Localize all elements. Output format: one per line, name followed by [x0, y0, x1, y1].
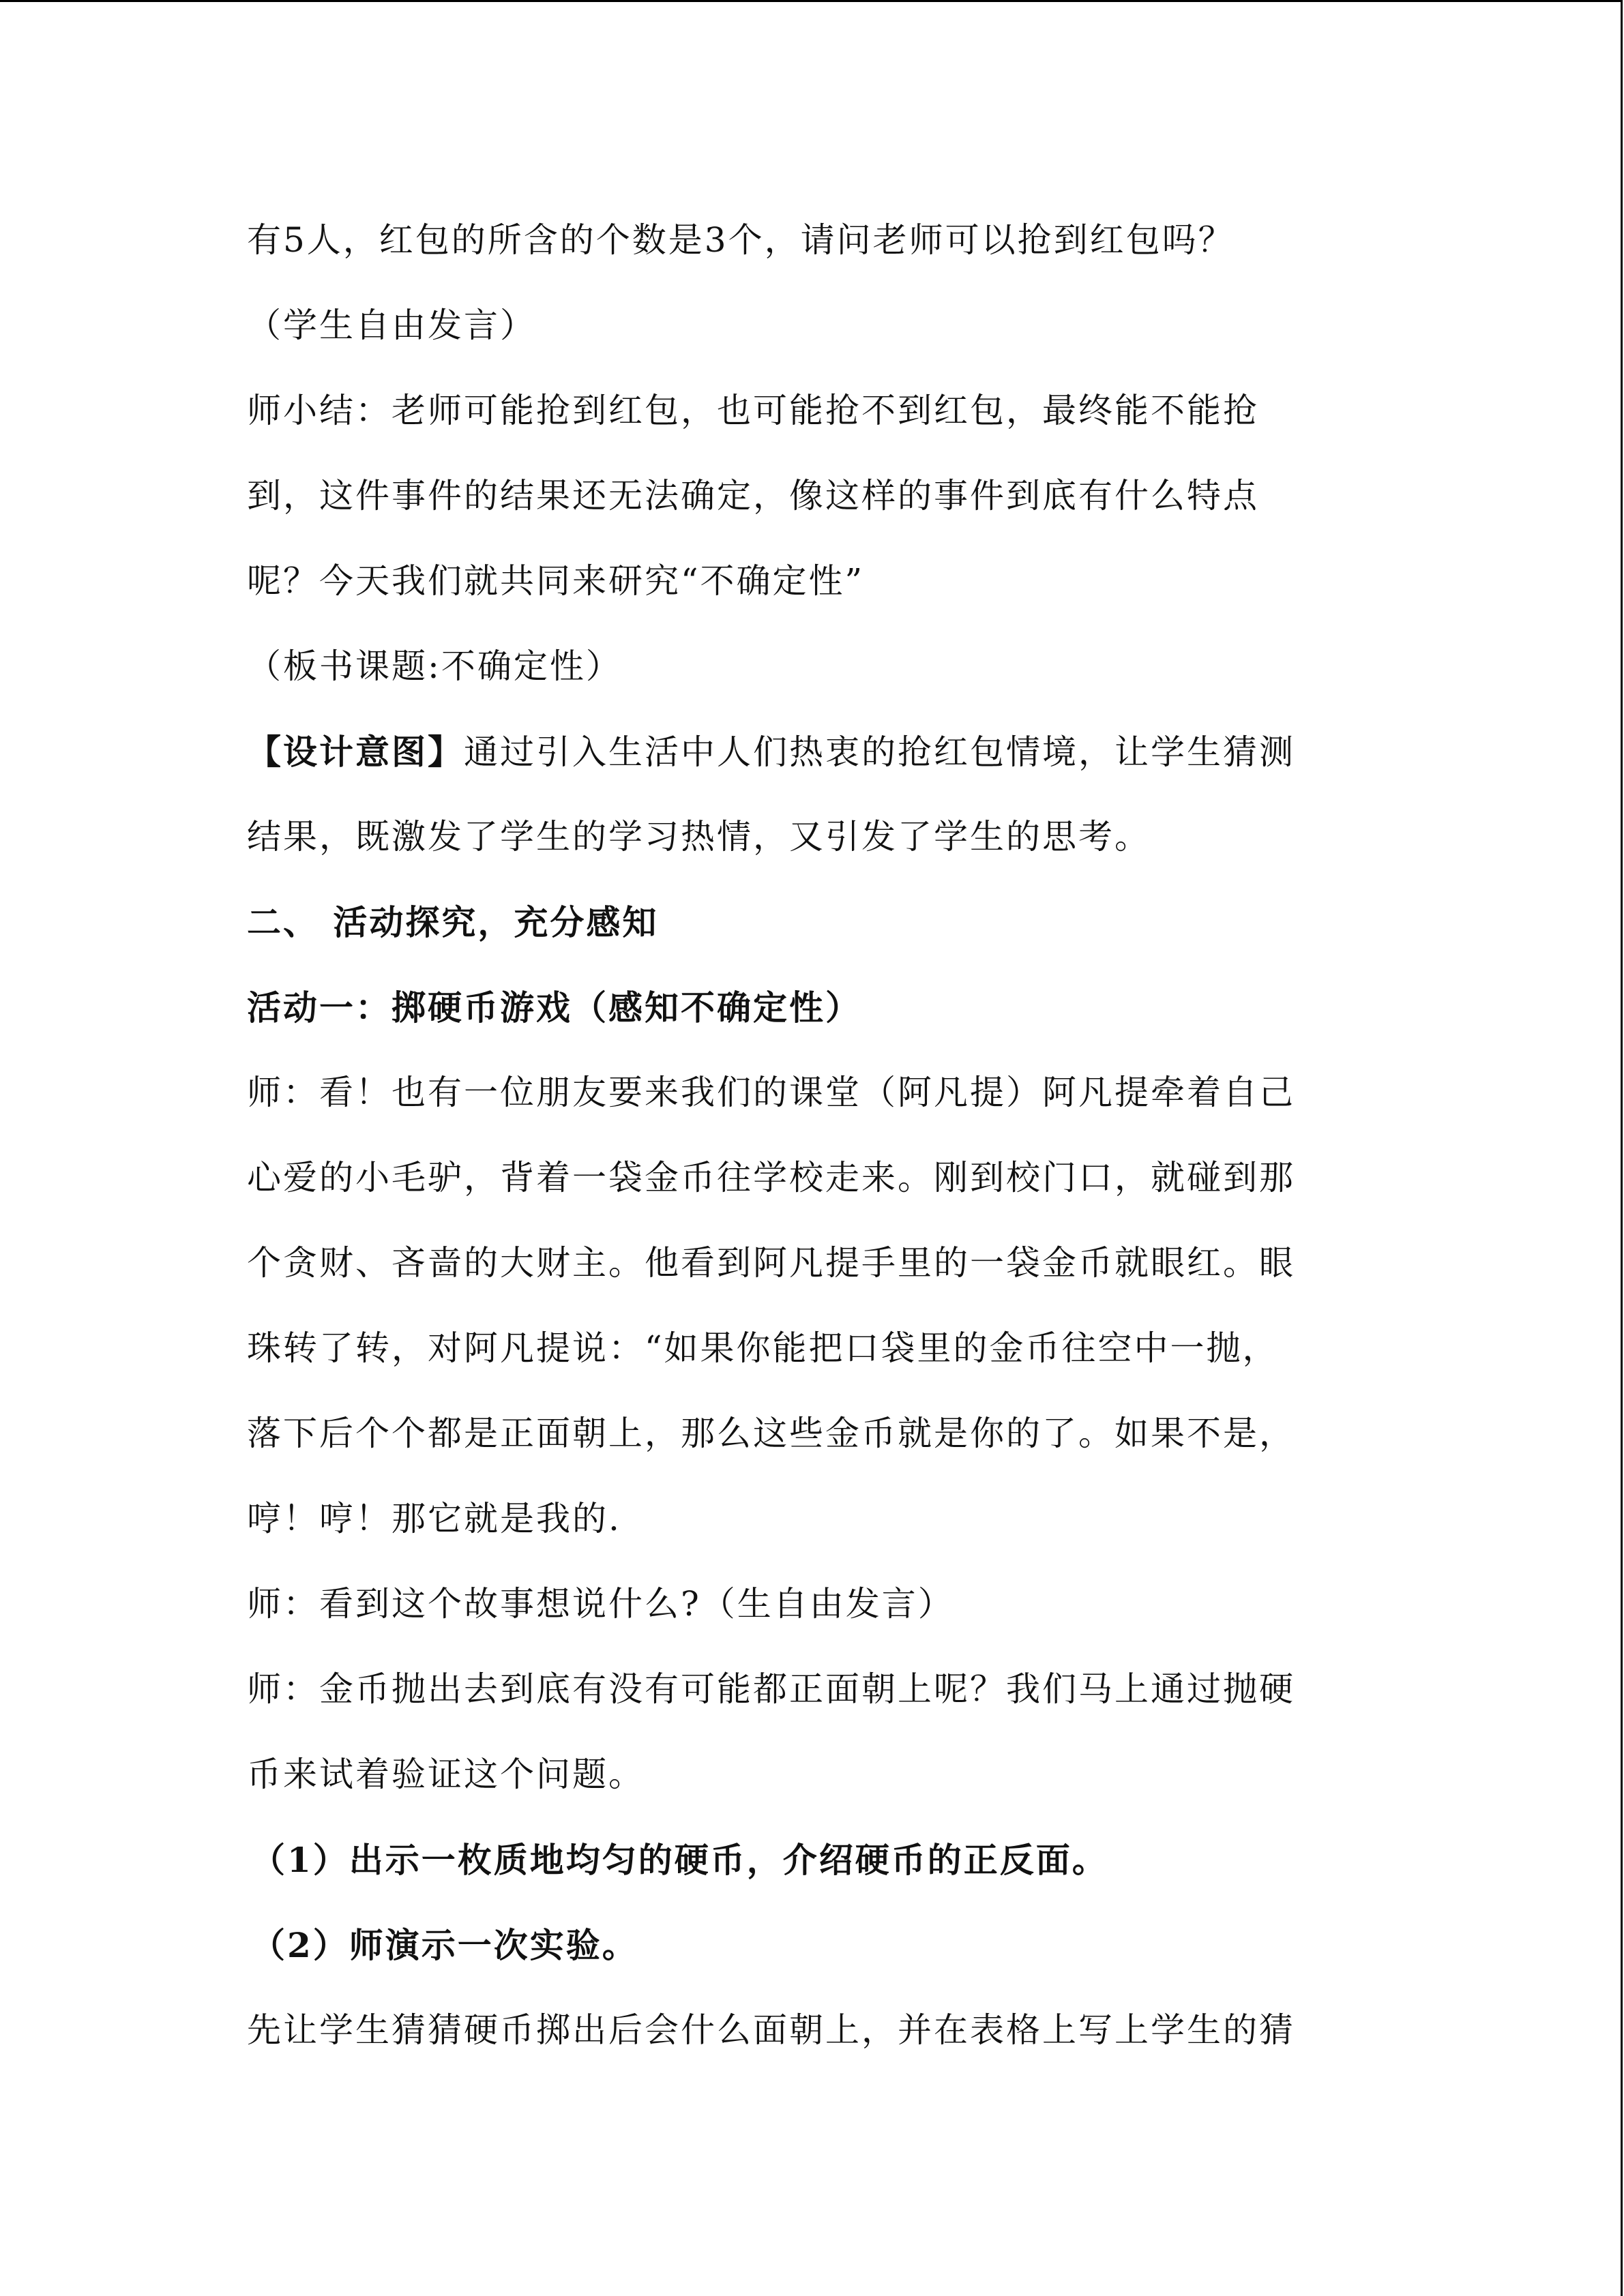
paragraph-line: （学生自由发言）: [247, 305, 536, 345]
paragraph-line: 先让学生猜猜硬币掷出后会什么面朝上，并在表格上写上学生的猜: [247, 2010, 1295, 2050]
paragraph-line: 师：看到这个故事想说什么?（生自由发言）: [247, 1584, 954, 1624]
paragraph-line: （板书课题:不确定性）: [247, 646, 622, 686]
paragraph-line: 呢？今天我们就共同来研究“不确定性”: [247, 561, 865, 601]
paragraph-line: 有5人，红包的所含的个数是3个，请问老师可以抢到红包吗？: [247, 220, 1235, 260]
document-body: [247, 198, 1365, 2073]
paragraph-line: 个贪财、吝啬的大财主。他看到阿凡提手里的一袋金币就眼红。眼: [247, 1243, 1295, 1283]
paragraph-line: 心爱的小毛驴，背着一袋金币往学校走来。刚到校门口，就碰到那: [247, 1158, 1295, 1197]
paragraph-line: 落下后个个都是正面朝上，那么这些金币就是你的了。如果不是，: [247, 1414, 1295, 1453]
design-intent-line: [247, 709, 1365, 794]
paragraph-line: 珠转了转，对阿凡提说：“如果你能把口袋里的金币往空中一抛，: [247, 1328, 1279, 1368]
paragraph-line: 师：金币抛出去到底有没有可能都正面朝上呢？我们马上通过抛硬: [247, 1669, 1295, 1709]
paragraph-line: 到，这件事件的结果还无法确定，像这样的事件到底有什么特点: [247, 476, 1259, 516]
step-heading: （2）师演示一次实验。: [251, 1925, 638, 1965]
paragraph-line: 结果，既激发了学生的学习热情，又引发了学生的思考。: [247, 817, 1151, 856]
step-heading: （1）出示一枚质地均匀的硬币，介绍硬币的正反面。: [251, 1840, 1108, 1880]
paragraph-line: 哼！哼！那它就是我的.: [247, 1499, 621, 1538]
paragraph-line: 师：看！也有一位朋友要来我们的课堂（阿凡提）阿凡提牵着自己: [247, 1073, 1295, 1112]
paragraph-line: 师小结：老师可能抢到红包，也可能抢不到红包，最终能不能抢: [247, 391, 1259, 430]
design-intent-label: 【设计意图】: [247, 732, 464, 772]
activity-heading: 活动一：掷硬币游戏（感知不确定性）: [247, 987, 861, 1028]
design-intent-text: 通过引入生活中人们热衷的抢红包情境，让学生猜测: [464, 732, 1295, 772]
paragraph-line: 币来试着验证这个问题。: [247, 1755, 645, 1794]
section-heading: 二、 活动探究，充分感知: [247, 902, 659, 942]
